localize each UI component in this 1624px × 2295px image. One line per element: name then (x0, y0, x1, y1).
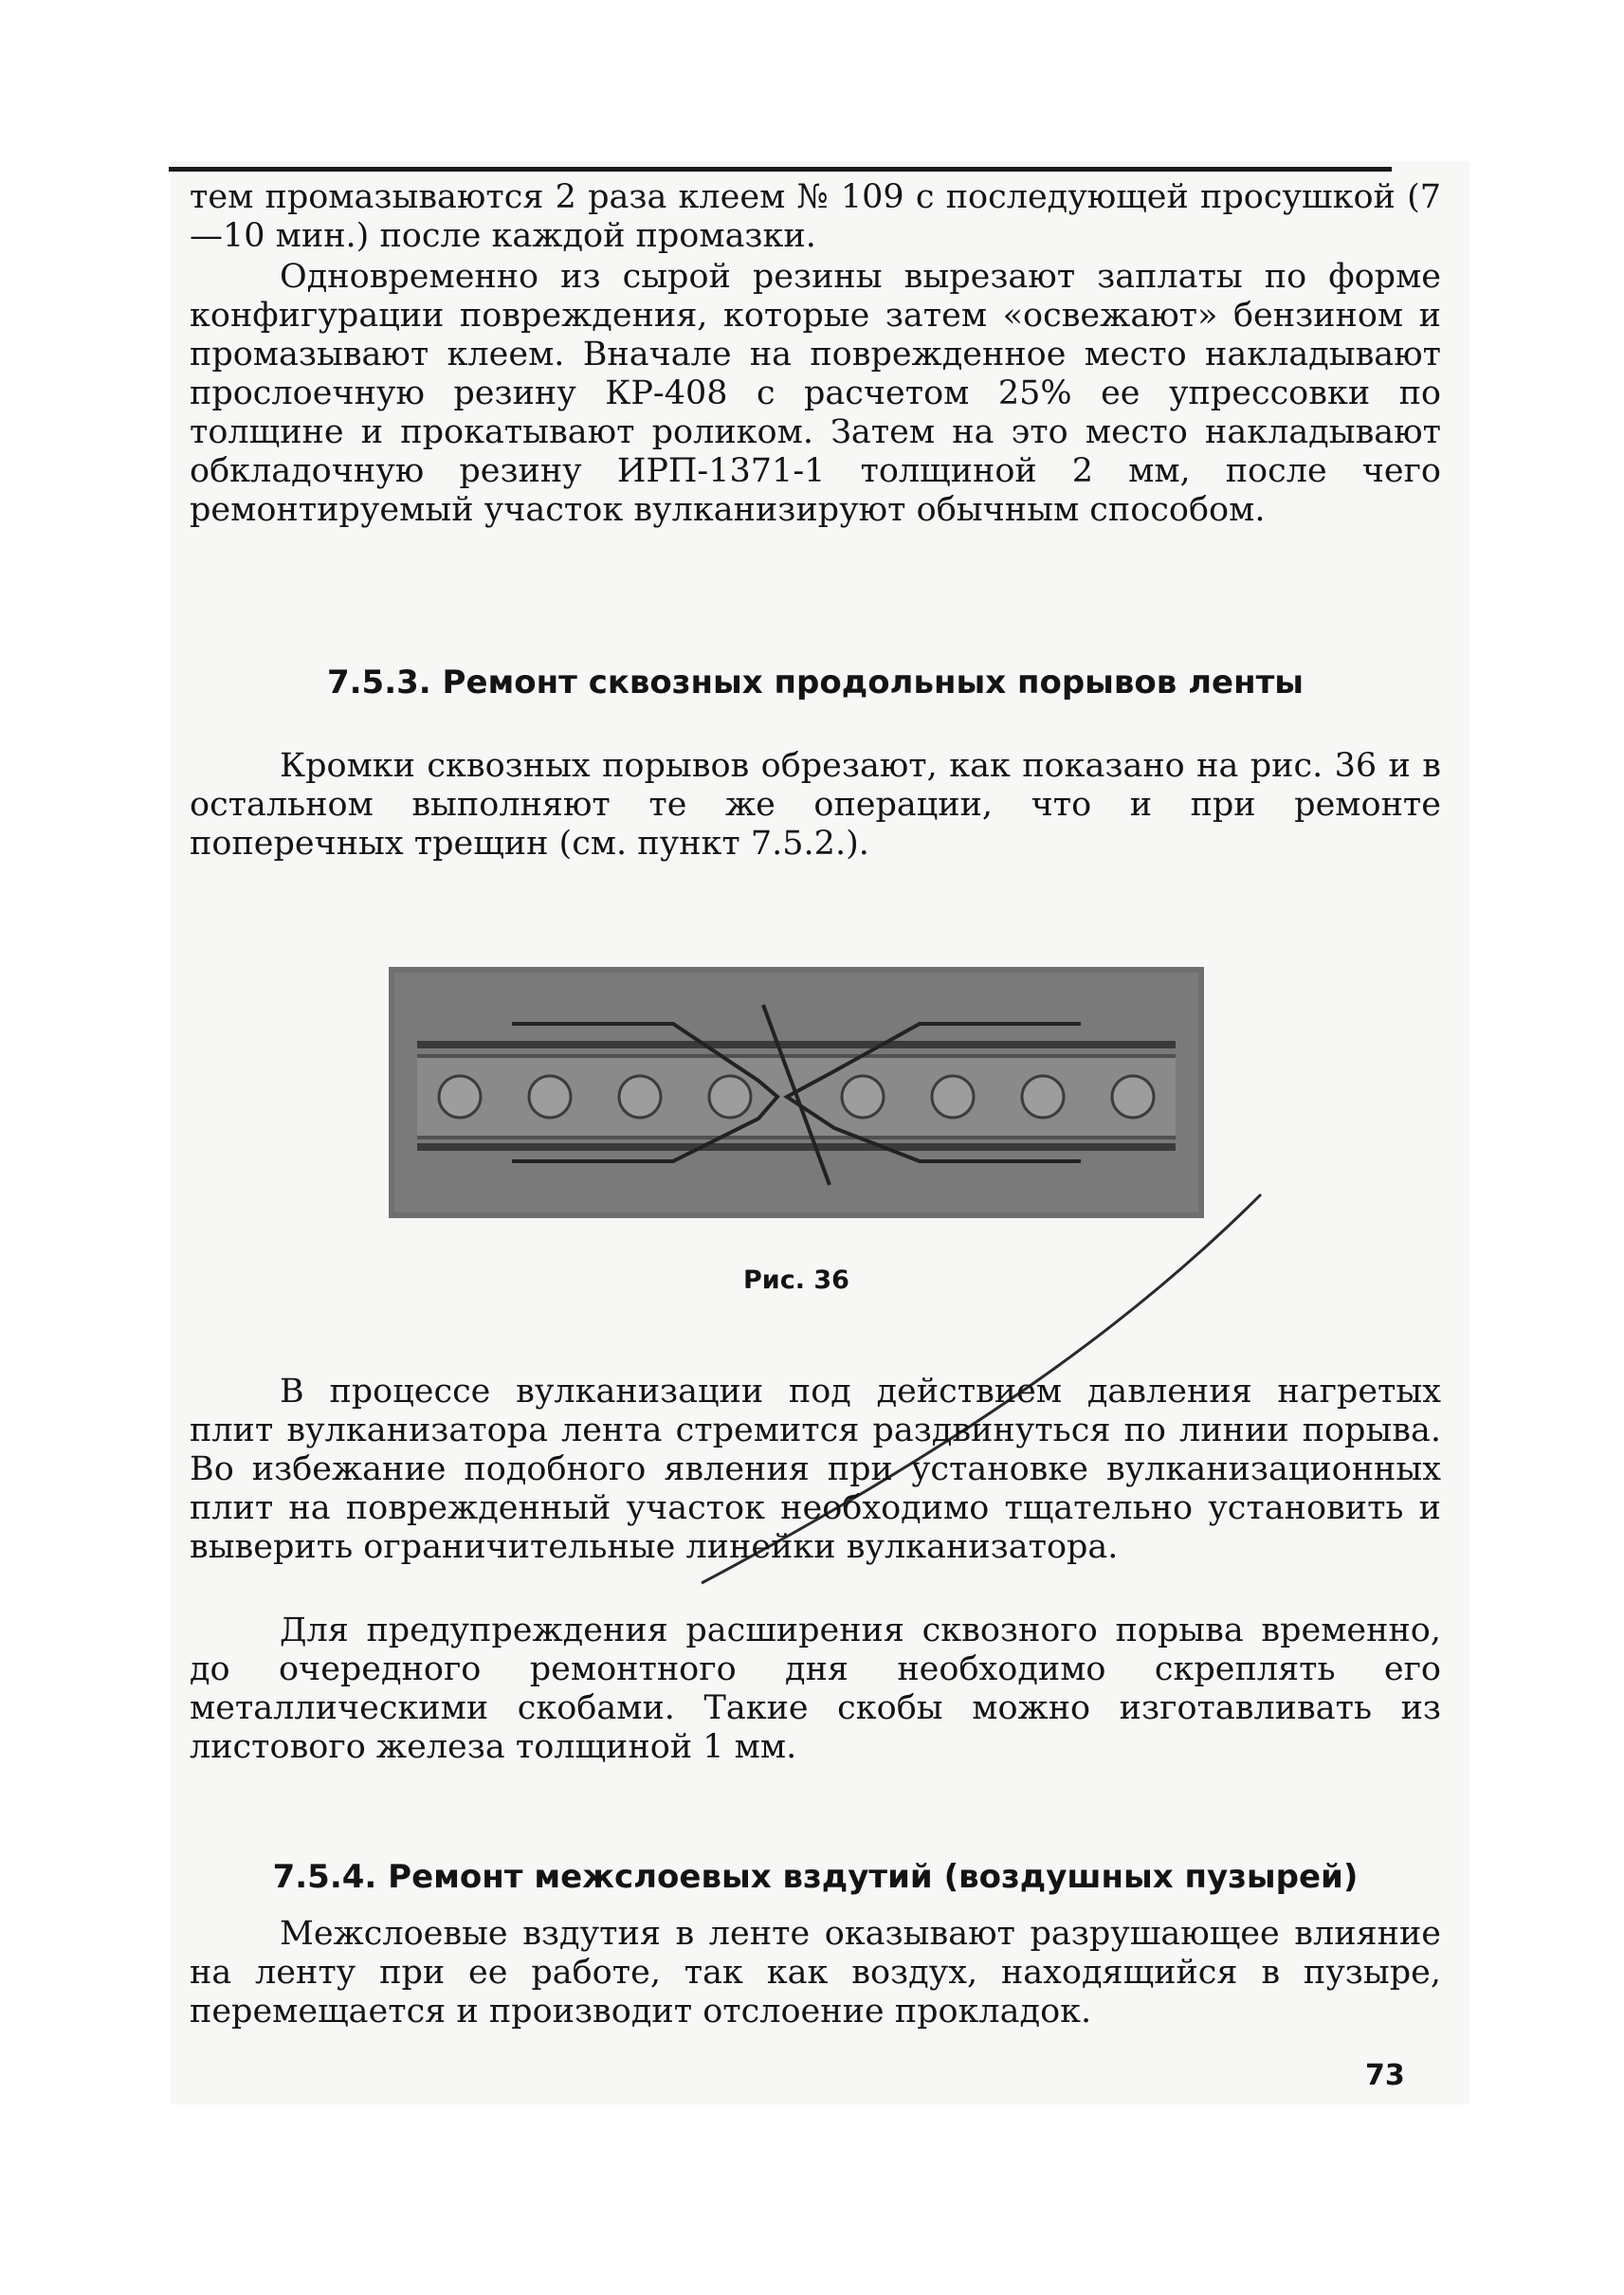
top-rule (169, 167, 1392, 172)
section-heading-7-5-4: 7.5.4. Ремонт межслоевых вздутий (воздушных пузырей) (272, 1858, 1359, 1896)
section-heading-7-5-3: 7.5.3. Ремонт сквозных продольных порывов ленты (326, 664, 1305, 701)
paragraph-6: Межслоевые вздутия в ленте оказывают разрушающее влияние на ленту при ее работе, так как воздух, находящийся в пузыре, перемещается и производит отслоение прокладок. (190, 1915, 1441, 2031)
figure-caption: Рис. 36 (743, 1266, 849, 1295)
paragraph-4: В процессе вулканизации под действием давления нагретых плит вулканизатора лента стремится раздвинуться по линии порыва. Во избежание подобного явления при установке вулканизационных плит на поврежденный участок необходимо тщательно установить и выверить ограничительные линейки вулканизатора. (190, 1373, 1441, 1566)
paragraph-5: Для предупреждения расширения сквозного порыва временно, до очередного ремонтного дня необходимо скреплять его металлическими скобами. Такие скобы можно изготавливать из листового железа толщиной 1 мм. (190, 1612, 1441, 1766)
page-number: 73 (1365, 2059, 1405, 2092)
paragraph-2: Одновременно из сырой резины вырезают заплаты по форме конфигурации повреждения, которые затем «освежают» бензином и промазывают клеем. Вначале на поврежденное место накладывают прослоечную резину КР-408 с расчетом 25% ее упрессовки по толщине и прокатывают роликом. Затем на это место накладывают обкладочную резину ИРП-1371-1 толщиной 2 мм, после чего ремонтируемый участок вулканизируют обычным способом. (190, 258, 1441, 529)
paragraph-1: тем промазываются 2 раза клеем № 109 с последующей просушкой (7—10 мин.) после каждой промазки. (190, 178, 1441, 255)
paragraph-3: Кромки сквозных порывов обрезают, как показано на рис. 36 и в остальном выполняют те же операции, что и при ремонте поперечных трещин (см. пункт 7.5.2.). (190, 747, 1441, 863)
figure-36-image (389, 967, 1204, 1218)
